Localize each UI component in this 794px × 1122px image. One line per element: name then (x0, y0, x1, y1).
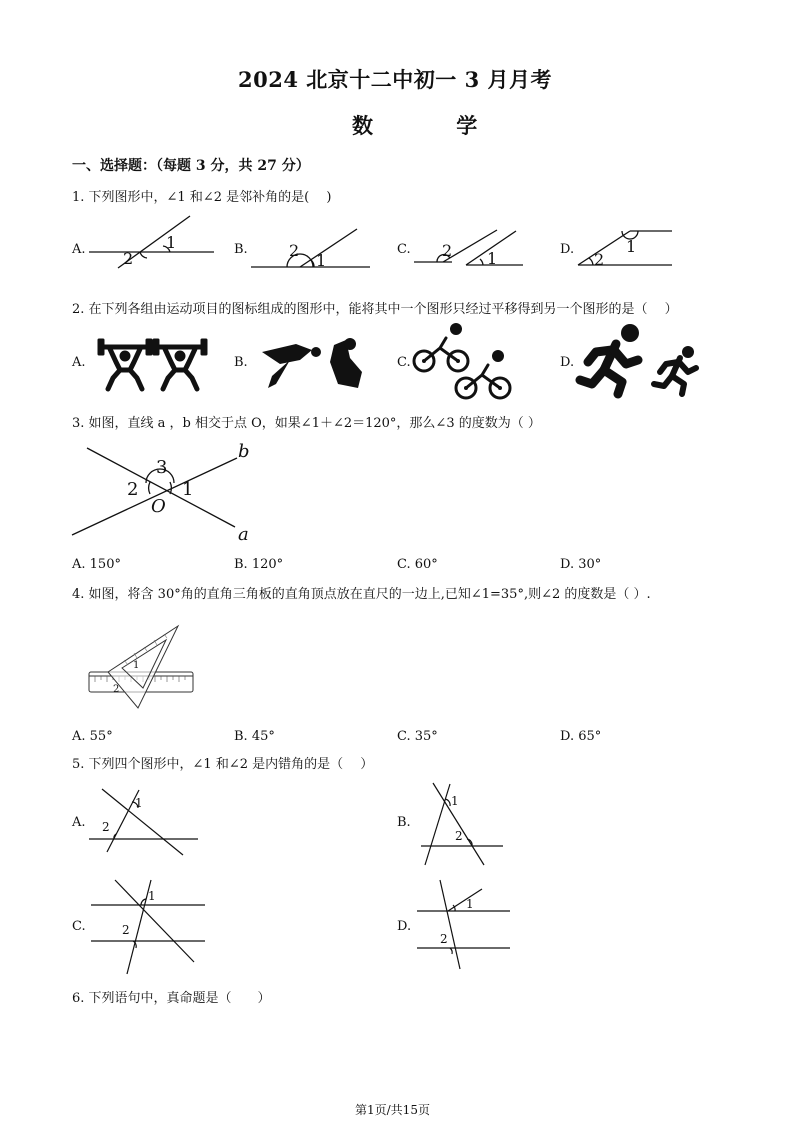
q5-option-c[interactable]: C. (72, 919, 86, 934)
q1b-label-1: 1 (316, 251, 327, 270)
label-a: a (238, 524, 249, 545)
q5-option-a[interactable]: A. (72, 815, 86, 830)
label-3: 3 (156, 457, 168, 478)
q1b-label-2: 2 (289, 241, 300, 260)
page-footer: 第1页/共15页 (355, 1103, 430, 1117)
q1a-label-2: 2 (123, 249, 134, 268)
label-o: O (151, 496, 166, 517)
exam-title: 2024 北京十二中初一 3 月月考 (238, 67, 552, 92)
q1d-label-2: 2 (594, 250, 605, 269)
question-2-stem: 2. 在下列各组由运动项目的图标组成的图形中，能将其中一个图形只经过平移得到另一个图形的是（ ） (72, 302, 678, 317)
q3-option-d[interactable]: D. 30° (560, 557, 602, 572)
label-b: b (238, 441, 250, 462)
q4-label-2: 2 (113, 684, 120, 695)
q3-option-c[interactable]: C. 60° (397, 557, 438, 572)
q1a-label-1: 1 (166, 233, 177, 252)
q5-option-b[interactable]: B. (397, 815, 411, 830)
q1-option-b[interactable]: B. (234, 242, 248, 257)
q5a-label-2: 2 (102, 820, 110, 834)
q4-label-1: 1 (133, 660, 140, 671)
q1d-label-1: 1 (626, 237, 637, 256)
q4-option-a[interactable]: A. 55° (72, 729, 113, 744)
section-heading: 一、选择题：（每题 3 分，共 27 分） (72, 158, 310, 174)
q5d-label-2: 2 (440, 932, 448, 946)
question-5-stem: 5. 下列四个图形中，∠1 和∠2 是内错角的是（ ） (72, 757, 374, 772)
q5a-label-1: 1 (135, 796, 143, 810)
question-6-stem: 6. 下列语句中，真命题是（ ） (72, 991, 271, 1006)
q5b-label-1: 1 (451, 794, 459, 808)
question-3-stem: 3. 如图，直线 a ，b 相交于点 O，如果∠1＋∠2＝120°，那么∠3 的度数为（ ） (72, 416, 541, 431)
q2-option-d[interactable]: D. (560, 355, 575, 370)
q4-option-c[interactable]: C. 35° (397, 729, 438, 744)
q3-option-a[interactable]: A. 150° (72, 557, 121, 572)
q5-option-d[interactable]: D. (397, 919, 412, 934)
label-2: 2 (127, 479, 139, 500)
label-1: 1 (182, 479, 194, 500)
subject-title: 数 学 (352, 113, 516, 138)
q2-option-c[interactable]: C. (397, 355, 411, 370)
q1c-label-1: 1 (487, 249, 498, 268)
question-4-stem: 4. 如图，将含 30°角的直角三角板的直角顶点放在直尺的一边上,已知∠1=35°,则∠2 的度数是（ ）. (72, 587, 651, 602)
q1-option-d[interactable]: D. (560, 242, 575, 257)
q2-option-b[interactable]: B. (234, 355, 248, 370)
q4-option-b[interactable]: B. 45° (234, 729, 275, 744)
q1c-label-2: 2 (442, 241, 453, 260)
q1-option-a[interactable]: A. (72, 242, 86, 257)
q1-option-c[interactable]: C. (397, 242, 411, 257)
q4-option-d[interactable]: D. 65° (560, 729, 602, 744)
question-1-stem: 1. 下列图形中，∠1 和∠2 是邻补角的是( ) (72, 190, 332, 205)
q5b-label-2: 2 (455, 829, 463, 843)
q2-option-a[interactable]: A. (72, 355, 86, 370)
q5d-label-1: 1 (466, 897, 474, 911)
q5c-label-1: 1 (148, 889, 156, 903)
q3-option-b[interactable]: B. 120° (234, 557, 284, 572)
q5c-label-2: 2 (122, 923, 130, 937)
